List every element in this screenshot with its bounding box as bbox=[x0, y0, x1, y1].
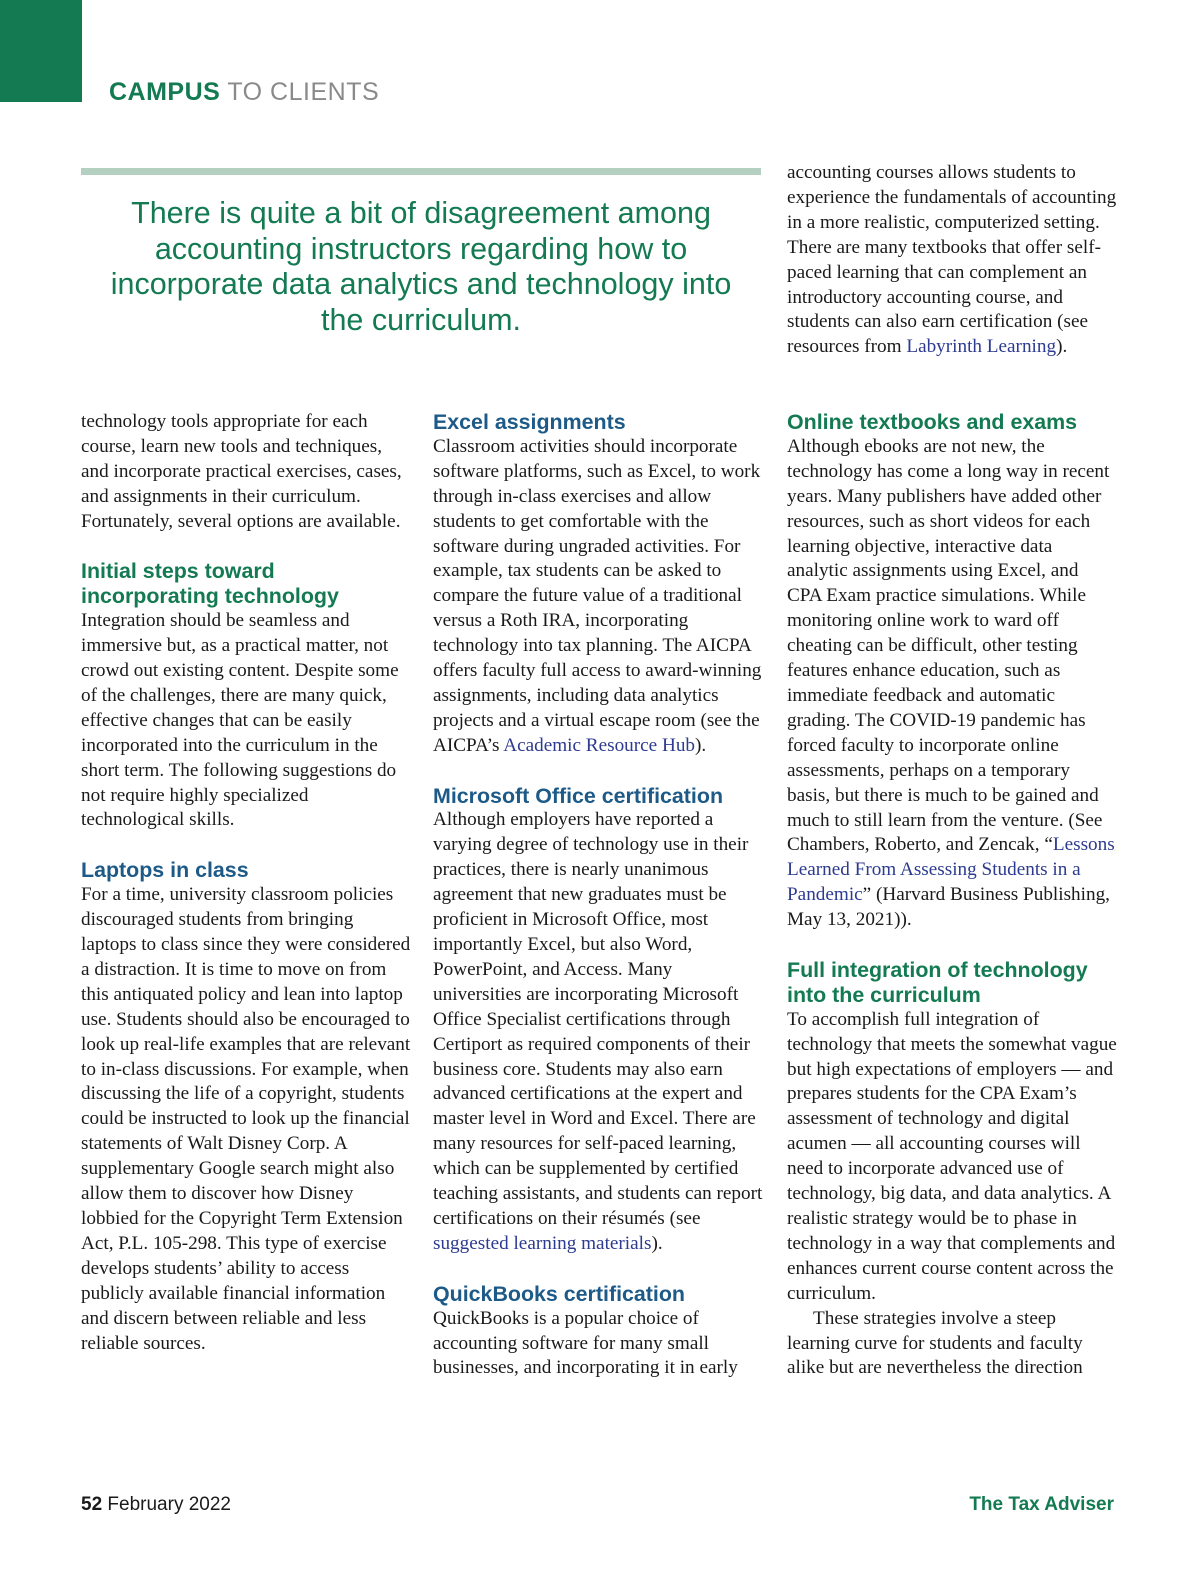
paragraph-laptops-in-class: For a time, university classroom policies discouraged students from bringing laptops to class since they were considered a distraction. It is time to move on from this antiquated policy and lean into laptop use. Students should also be encouraged to look up real-life examples that are relevant to in-class discussions. For example, when discussing the life of a copyright, students could be instructed to look up the financial statements of Walt Disney Corp. A supplementary Google search might also allow them to discover how Disney lobbied for the Copyright Term Extension Act, P.L. 105-298. This type of exercise develops students’ ability to access publicly available financial information and discern between reliable and less reliable sources. bbox=[81, 884, 411, 1354]
corner-color-block bbox=[0, 0, 82, 102]
academic-resource-hub-link[interactable]: Academic Resource Hub bbox=[503, 734, 696, 756]
section-label-light: TO CLIENTS bbox=[227, 78, 380, 106]
suggested-learning-materials-link[interactable]: suggested learning materials bbox=[433, 1232, 652, 1254]
heading-quickbooks: QuickBooks certification bbox=[433, 1281, 685, 1306]
paragraph-strategies: These strategies involve a steep learning curve for students and faculty alike but are nevertheless the direction bbox=[787, 1307, 1083, 1379]
publication-name: The Tax Adviser bbox=[969, 1494, 1114, 1515]
lessons-learned-link[interactable]: Lessons Learned From Assessing Students in a Pandemic bbox=[787, 834, 1115, 906]
column-2 bbox=[433, 410, 763, 1381]
paragraph-initial-steps: Integration should be seamless and immersive but, as a practical matter, not crowd out existing content. Despite some of the challenges, there are many quick, effective changes that can be easily incorporated into the curriculum in the short term. The following suggestions do not require highly specialized technological skills. bbox=[81, 610, 399, 831]
heading-online-textbooks: Online textbooks and exams bbox=[787, 410, 1078, 434]
pullquote: There is quite a bit of disagreement among accounting instructors regarding how to incorporate data analytics and technology into the curriculum. bbox=[110, 196, 732, 337]
paragraph-full-integration: To accomplish full integration of technology that meets the somewhat vague but high expectations of employers — and prepares students for the CPA Exam’s assessment of technology and digital acumen — all accounting courses will need to incorporate advanced use of technology, big data, and data analytics. A realistic strategy would be to phase in technology in a way that complements and enhances current course content across the curriculum. bbox=[787, 1008, 1117, 1304]
footer-page-info bbox=[81, 1494, 231, 1516]
heading-initial-steps: Initial steps toward incorporating technology bbox=[81, 559, 339, 609]
paragraph-quickbooks: QuickBooks is a popular choice of accounting software for many small businesses, and incorporating it in early bbox=[433, 1307, 738, 1379]
paragraph-microsoft-office bbox=[433, 808, 763, 1256]
paragraph-text: Although employers have reported a varying degree of technology use in their practices, there is nearly unanimous agreement that new graduates must be proficient in Microsoft Office, most importantly Excel, but also Word, PowerPoint, and Access. Many universities are incorporating Microsoft Office Specialist certifications through Certiport as required components of their business core. Students may also earn advanced certifications at the expert and master level in Word and Excel. There are many resources for self-paced learning, which can be supplemented by certified teaching assistants, and students can report certifications on their résumés (see bbox=[433, 809, 763, 1229]
labyrinth-learning-link[interactable]: Labyrinth Learning bbox=[906, 336, 1057, 358]
column-3-continuation bbox=[787, 161, 1117, 360]
pullquote-rule bbox=[81, 168, 761, 175]
column-3 bbox=[787, 410, 1117, 1381]
intro-paragraph: technology tools appropriate for each course, learn new tools and techniques, and incorporate practical exercises, cases, and assignments in their curriculum. Fortunately, several options are available. bbox=[81, 411, 402, 532]
page-number: 52 bbox=[81, 1494, 103, 1515]
section-label-strong: CAMPUS bbox=[109, 78, 221, 106]
heading-microsoft-office: Microsoft Office certification bbox=[433, 783, 724, 808]
paragraph-tail: ). bbox=[1056, 336, 1068, 358]
paragraph-tail: ). bbox=[695, 734, 707, 756]
paragraph-excel-assignments bbox=[433, 435, 763, 759]
section-label bbox=[109, 78, 379, 107]
column-1 bbox=[81, 410, 411, 1356]
heading-full-integration: Full integration of technology into the curriculum bbox=[787, 957, 1088, 1007]
paragraph-tail: ). bbox=[651, 1232, 663, 1254]
paragraph-text: accounting courses allows students to experience the fundamentals of accounting in a more realistic, computerized setting. There are many textbooks that offer self-paced learning that can complement an introductory accounting course, and students can also earn certification (see resources from bbox=[787, 162, 1117, 358]
paragraph-text: Although ebooks are not new, the technology has come a long way in recent years. Many publishers have added other resources, such as short videos for each learning objective, interactive data analytic assignments using Excel, and CPA Exam practice simulations. While monitoring online work to ward off cheating can be difficult, other testing features enhance education, such as immediate feedback and automatic grading. The COVID-19 pandemic has forced faculty to incorporate online assessments, perhaps on a temporary basis, but there is much to be gained and much to still learn from the venture. (See Chambers, Roberto, and Zencak, “ bbox=[787, 435, 1110, 856]
heading-excel-assignments: Excel assignments bbox=[433, 410, 626, 434]
paragraph-continuation bbox=[787, 161, 1117, 360]
paragraph-tail: ” (Harvard Business Publishing, May 13, 2021)). bbox=[787, 884, 1110, 931]
paragraph-text: Classroom activities should incorporate software platforms, such as Excel, to work through in-class exercises and allow students to get comfortable with the software during ungraded activities. For example, tax students can be asked to compare the future value of a traditional versus a Roth IRA, incorporating technology into tax planning. The AICPA offers faculty full access to award-winning assignments, including data analytics projects and a virtual escape room (see the AICPA’s bbox=[433, 435, 762, 756]
paragraph-online-textbooks bbox=[787, 435, 1117, 933]
issue-date: February 2022 bbox=[107, 1494, 231, 1515]
heading-laptops-in-class: Laptops in class bbox=[81, 858, 249, 883]
